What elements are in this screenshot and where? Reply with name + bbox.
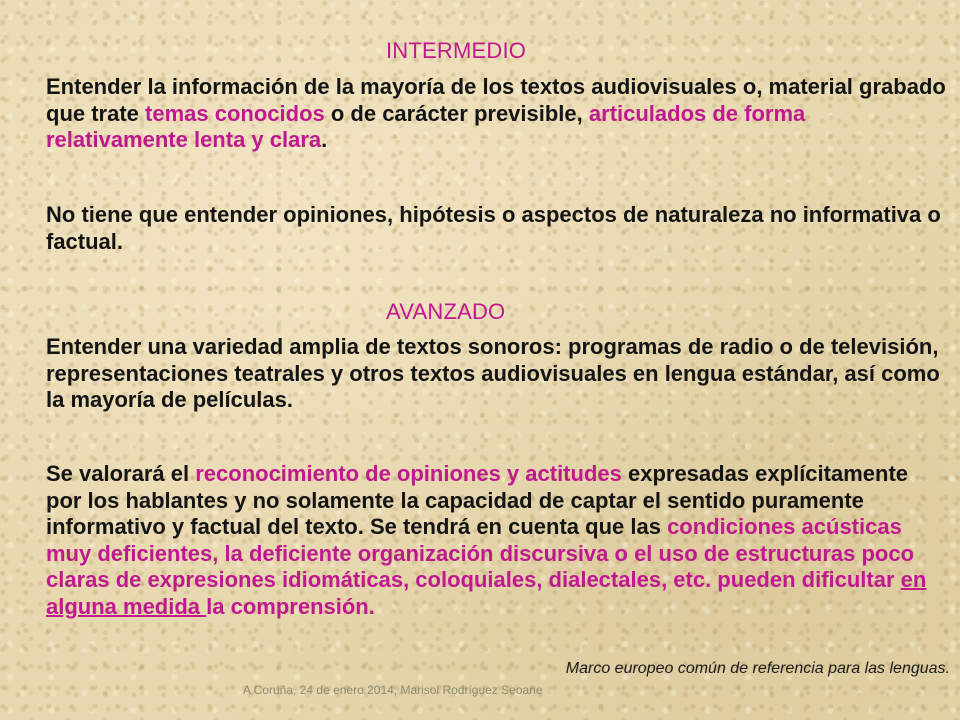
highlight-articulados: articulados de forma relativamente lenta y clara — [46, 100, 806, 152]
avanzado-paragraph-1: Entender una variedad amplia de textos sonoros: programas de radio o de televisión, representaciones teatrales y otros textos audiovisuales en lengua estándar, así como la mayoría de películas. — [46, 334, 940, 412]
highlight-underlined-en-alguna-medida: en alguna medida — [46, 567, 927, 619]
text-run: o de carácter previsible, — [324, 100, 589, 126]
highlight-reconocimiento: reconocimiento de opiniones y actitudes — [195, 461, 622, 486]
intermedio-paragraph-1 — [46, 74, 946, 154]
source-citation: Marco europeo común de referencia para las lenguas. — [565, 660, 950, 677]
text-run: . — [321, 127, 328, 152]
intermedio-paragraph-2: No tiene que entender opiniones, hipótesis o aspectos de naturaleza no informativa o factual. — [46, 202, 941, 254]
highlight-la-comprension: la comprensión. — [206, 593, 375, 619]
text-run: Se valorará el — [46, 461, 196, 486]
highlight-condiciones: condiciones acústicas muy deficientes, la deficiente organización discursiva o el uso de estructuras poco claras de expresiones idiomáticas, coloquiales, dialectales, etc. pueden dificultar — [46, 514, 915, 592]
heading-avanzado: AVANZADO — [386, 299, 506, 324]
text-run: expresadas explícitamente por los hablantes y no solamente la capacidad de captar el sentido puramente informativo y factual del texto. Se tendrá en cuenta que las — [46, 461, 909, 539]
heading-intermedio: INTERMEDIO — [386, 38, 527, 63]
avanzado-paragraph-2 — [46, 461, 946, 620]
highlight-temas-conocidos: temas conocidos — [145, 100, 325, 126]
slide-footer: A Coruña, 24 de enero 2014, Marisol Rodríguez Seoane — [243, 683, 543, 697]
text-run: Entender la información de la mayoría de los textos audiovisuales o, material grabado que trate — [46, 74, 946, 126]
